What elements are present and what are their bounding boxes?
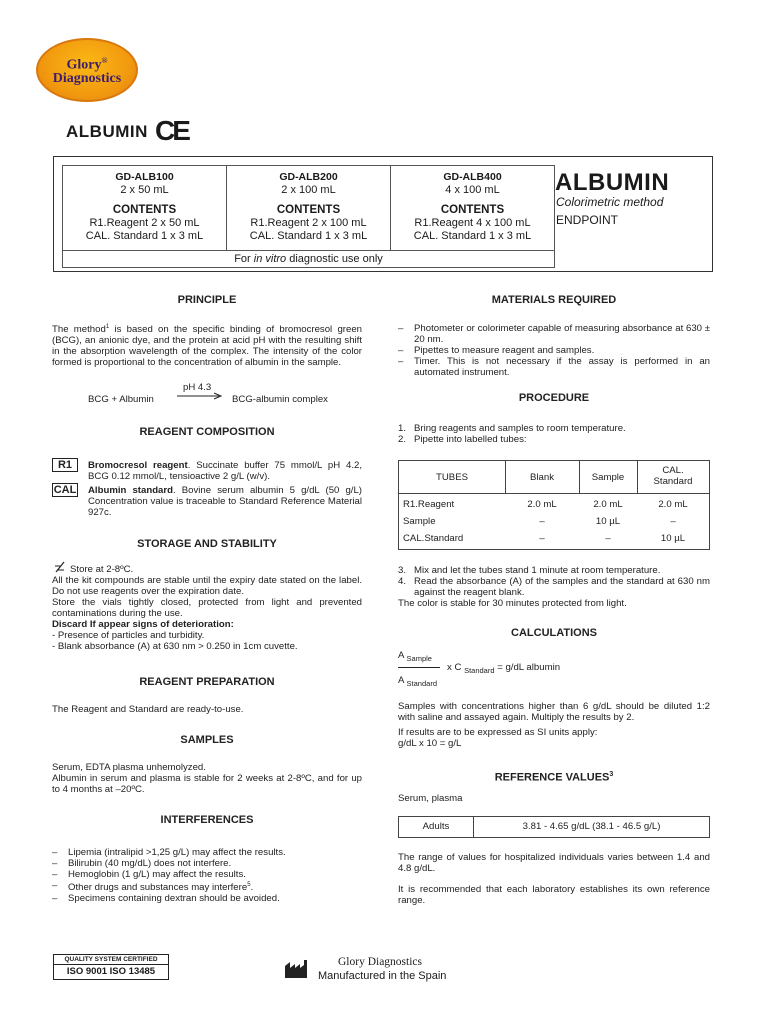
table-cell: 2.0 mL [593,499,623,510]
materials-list [398,323,710,378]
reference-group: Adults [399,817,474,837]
table-divider [399,493,709,494]
ce-mark-icon: CE [155,115,188,146]
kit-r1: R1.Reagent 2 x 50 mL [89,217,200,229]
kit-column [227,166,391,250]
kit-column [391,166,554,250]
table-cell: 2.0 mL [658,499,688,510]
procedure-title: PROCEDURE [518,392,590,404]
footer-brand: Glory Diagnostics [338,956,423,968]
fraction-bar [398,667,440,668]
reagent-prep-text: The Reagent and Standard are ready-to-use. [52,704,244,715]
materials-title: MATERIALS REQUIRED [491,294,617,306]
reference-table [398,816,710,838]
kit-code: GD-ALB100 [115,171,174,183]
kit-size: 2 x 100 mL [281,184,336,196]
r1-code-badge: R1 [52,458,78,472]
logo-line2: Diagnostics [52,71,122,87]
company-logo [36,38,138,102]
table-cell: R1.Reagent [403,499,455,510]
calc-text2: If results are to be expressed as SI units apply: [398,727,598,738]
interferences-list [52,847,362,904]
reference-title: REFERENCE VALUES$^3$ [494,771,614,784]
kit-cal: CAL. Standard 1 x 3 mL [85,230,204,242]
logo-line1: Glory [66,57,102,73]
cert-bottom: ISO 9001 ISO 13485 [66,966,156,977]
table-cell: 10 µL [660,533,686,544]
table-cell: – [605,533,611,544]
kit-r1: R1.Reagent 2 x 100 mL [250,217,367,229]
storage-text: All the kit compounds are stable until the expiry date stated on the label. Do not use reagents over the expiration date. [52,575,362,597]
table-cell: CAL.Standard [403,533,464,544]
list-item: – Photometer or colorimeter capable of measuring absorbance at 630 ± 20 nm. [398,323,710,345]
list-item: 1. Bring reagents and samples to room temperature. [398,423,626,434]
product-method: Colorimetric method [556,195,664,209]
samples-line2: Albumin in serum and plasma is stable for 2 weeks at 2-8ºC, and for up to 4 months at –20ºC. [52,773,362,795]
reagent-prep-title: REAGENT PREPARATION [139,676,275,688]
table-cell: – [539,533,545,544]
list-item: – Other drugs and substances may interfere$^5$. [52,880,254,894]
ivd-pre: For [234,253,254,265]
logo-oval [36,38,138,102]
calc-numerator: A $_{Sample}$ [398,650,432,663]
list-item: – Pipettes to measure reagent and samples. [398,345,595,356]
storage-temp: Store at 2-8ºC. [70,564,134,575]
kit-r1: R1.Reagent 4 x 100 mL [414,217,531,229]
product-box [53,156,713,272]
kit-code: GD-ALB200 [279,171,338,183]
procedure-table [398,460,710,550]
kit-size: 2 x 50 mL [120,184,169,196]
thermometer-icon [54,561,66,573]
kit-column [63,166,227,250]
storage-discard: Discard If appear signs of deterioration: [52,619,234,630]
reaction-left: BCG + Albumin [88,394,154,405]
samples-line1: Serum, EDTA plasma unhemolyzed. [52,762,206,773]
reference-text1: The range of values for hospitalized individuals varies between 1.4 and 4.8 g/dL. [398,852,710,874]
list-item: – Bilirubin (40 mg/dL) does not interfere. [52,858,232,869]
principle-text: The method$^1$ is based on the specific binding of bromocresol green (BCG), an anionic dye, and the protein at acid pH with the resulting shift in the absorption wavelength of the complex. The intensity of the color formed is proportional to the concentration of albumin in the sample. [52,324,362,369]
kit-contents-label: CONTENTS [276,204,341,216]
reagent-composition-title: REAGENT COMPOSITION [139,426,275,438]
table-cell: Sample [403,516,436,527]
table-cell: – [539,516,545,527]
list-item: 4. Read the absorbance (A) of the samples and the standard at 630 nm against the reagent blank. [398,576,710,598]
right-column [398,295,710,915]
calc-text1: Samples with concentrations higher than 6 g/dL should be diluted 1:2 with saline and assayed again. Multiply the results by 2. [398,701,710,723]
calc-denominator: A $_{Standard}$ [398,675,437,688]
logo-registered: ® [101,55,108,65]
calc-formula: x C $_{Standard}$ = g/dL albumin [447,662,561,675]
table-header: TUBES [436,472,468,483]
list-item: – Lipemia (intralipid >1,25 g/L) may affect the results. [52,847,286,858]
reaction-arrow-icon [177,392,223,400]
kit-contents-label: CONTENTS [440,204,505,216]
ivd-italic: in vitro [253,253,287,265]
calculations-title: CALCULATIONS [511,627,597,639]
footer-made: Manufactured in the Spain [318,970,447,982]
procedure-stable: The color is stable for 30 minutes protected from light. [398,598,627,609]
procedure-steps-b [398,565,710,609]
ivd-notice [62,251,555,268]
quality-certificate-badge [53,954,169,980]
product-name: ALBUMIN [555,169,670,196]
reaction-right: BCG-albumin complex [232,394,328,405]
kit-size: 4 x 100 mL [445,184,500,196]
table-header: Blank [530,472,554,483]
storage-title: STORAGE AND STABILITY [137,538,277,550]
list-item: – Timer. This is not necessary if the assay is performed in an automated instrument. [398,356,710,378]
table-cell: – [670,516,676,527]
storage-sign2: - Blank absorbance (A) at 630 nm > 0.250 in 1cm cuvette. [52,641,298,652]
list-item: 2. Pipette into labelled tubes: [398,434,527,445]
table-cell: 2.0 mL [527,499,557,510]
storage-sign1: - Presence of particles and turbidity. [52,630,205,641]
cert-top: QUALITY SYSTEM CERTIFIED [54,955,168,965]
interferences-title: INTERFERENCES [160,814,254,826]
kit-code: GD-ALB400 [443,171,502,183]
r1-description: Bromocresol reagent. Succinate buffer 75 mmol/L pH 4.2, BCG 0.12 mmol/L, tensioactive 2 g/L (w/v). [88,460,362,482]
kit-table [62,165,555,251]
list-item: – Specimens containing dextran should be avoided. [52,893,280,905]
table-header: Sample [591,472,625,483]
kit-contents-label: CONTENTS [112,204,177,216]
product-type: ENDPOINT [556,213,619,227]
principle-title: PRINCIPLE [177,294,237,306]
procedure-steps-a [398,423,710,445]
left-column [52,295,362,915]
reaction-ph: pH 4.3 [183,382,212,393]
calc-text3: g/dL x 10 = g/L [398,738,462,749]
list-item: – Hemoglobin (1 g/L) may affect the results. [52,869,246,880]
list-item: 3. Mix and let the tubes stand 1 minute at room temperature. [398,565,661,576]
samples-title: SAMPLES [180,734,234,746]
table-cell: 10 µL [595,516,621,527]
ivd-post: diagnostic use only [286,253,383,265]
kit-cal: CAL. Standard 1 x 3 mL [413,230,532,242]
page-title: ALBUMIN [66,122,148,141]
reference-text2: It is recommended that each laboratory establishes its own reference range. [398,884,710,906]
reference-sample: Serum, plasma [398,793,463,804]
manufacturer-factory-icon [285,960,309,978]
reference-range: 3.81 - 4.65 g/dL (38.1 - 46.5 g/L) [522,821,661,832]
storage-text2: Store the vials tightly closed, protected from light and prevented contaminations during the use. [52,597,362,619]
cal-description: Albumin standard. Bovine serum albumin 5 g/dL (50 g/L) Concentration value is traceable to Standard Reference Material 927c. [88,485,362,518]
kit-cal: CAL. Standard 1 x 3 mL [249,230,368,242]
cal-code-badge: CAL [53,484,77,496]
table-header: CAL. Standard [653,465,693,487]
